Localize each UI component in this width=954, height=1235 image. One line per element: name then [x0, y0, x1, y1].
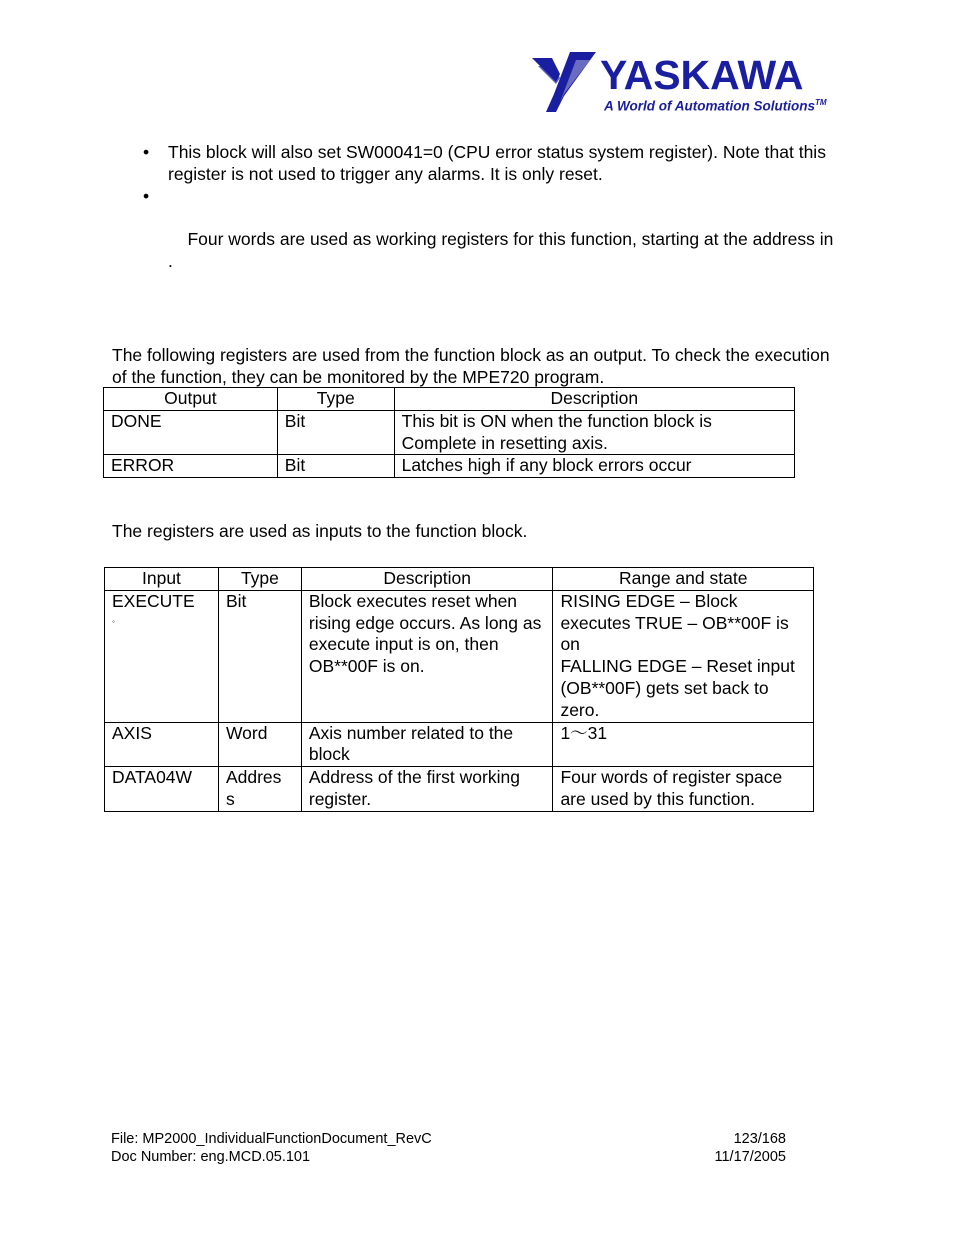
column-header: Input [105, 568, 219, 591]
table-row [105, 590, 814, 722]
table-cell: 1～31 [553, 722, 814, 767]
outputs-intro: The following registers are used from the function block as an output. To check the execution of the function, they can be monitored by the MPE720 program. [112, 345, 830, 387]
outputs-table [103, 387, 795, 478]
bullet-text: This block will also set SW00041=0 (CPU error status system register). Note that this register is not used to trigger any alarms. It is only reset. [168, 142, 826, 184]
footer-left [111, 1130, 432, 1166]
yaskawa-swoosh-icon [530, 52, 600, 114]
table-header-row [105, 568, 814, 591]
inputs-intro: The registers are used as inputs to the function block. [112, 521, 528, 541]
list-item [143, 142, 853, 186]
table-cell: Block executes reset when rising edge occurs. As long as execute input is on, then OB**00F is on. [301, 590, 553, 722]
range-line: RISING EDGE – Block executes TRUE – OB**00F is on [560, 590, 789, 655]
table-cell: Bit [277, 455, 394, 478]
company-logo [530, 50, 830, 120]
table-cell: DONE [104, 410, 278, 455]
footer-right [640, 1130, 786, 1166]
table-cell: AXIS [105, 722, 219, 767]
table-cell: Word [218, 722, 301, 767]
column-header: Description [301, 568, 553, 591]
table-cell: Bit [277, 410, 394, 455]
table-cell [553, 590, 814, 722]
list-item [143, 185, 892, 295]
table-cell: ERROR [104, 455, 278, 478]
column-header: Description [394, 388, 794, 411]
column-header: Output [104, 388, 278, 411]
bullet-list [143, 142, 892, 295]
column-header: Type [277, 388, 394, 411]
footer-doc-number: Doc Number: eng.MCD.05.101 [111, 1149, 311, 1165]
logo-tagline: A World of Automation Solutions™ [604, 98, 827, 114]
table-cell: Address of the first working register. [301, 767, 553, 812]
table-cell: Addres s [218, 767, 301, 812]
column-header: Range and state [553, 568, 814, 591]
page-number: 123/168 [733, 1131, 786, 1147]
bullet-text: Four words are used as working registers for this function, starting at the address in . [168, 229, 892, 271]
table-cell: Four words of register space are used by this function. [553, 767, 814, 812]
table-row [105, 767, 814, 812]
table-row [104, 455, 795, 478]
table-cell: DATA04W [105, 767, 219, 812]
inputs-table [104, 567, 814, 812]
bullet-icon: • [143, 142, 150, 162]
table-row [104, 410, 795, 455]
table-row [105, 722, 814, 767]
table-cell: Axis number related to the block [301, 722, 553, 767]
table-cell: Bit [218, 590, 301, 722]
footer-file: File: MP2000_IndividualFunctionDocument_RevC [111, 1131, 432, 1147]
table-header-row [104, 388, 795, 411]
table-cell [105, 590, 219, 722]
input-name: EXECUTE [112, 590, 195, 611]
column-header: Type [218, 568, 301, 591]
table-cell: This bit is ON when the function block is Complete in resetting axis. [394, 410, 794, 455]
cell-note: ◦ [112, 616, 115, 626]
range-line: FALLING EDGE – Reset input (OB**00F) gets set back to zero. [560, 656, 795, 720]
footer-date: 11/17/2005 [714, 1149, 786, 1165]
bullet-icon: • [143, 185, 150, 206]
logo-wordmark: YASKAWA [600, 52, 804, 98]
table-cell: Latches high if any block errors occur [394, 455, 794, 478]
